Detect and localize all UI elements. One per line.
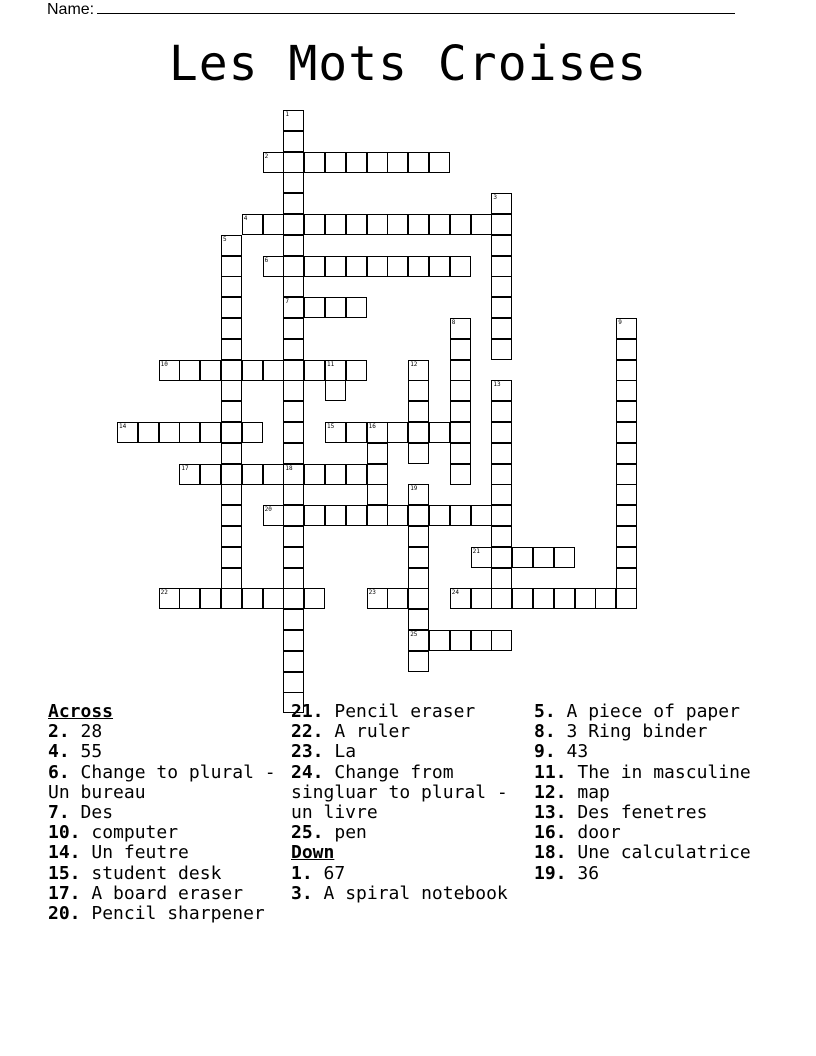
crossword-cell[interactable] <box>159 360 180 381</box>
across-clue: 17. A board eraser <box>48 882 244 904</box>
across-clue: 2. 28 <box>48 721 103 743</box>
crossword-cell[interactable] <box>283 360 304 381</box>
crossword-cell[interactable] <box>408 401 429 422</box>
crossword-cell[interactable] <box>263 152 284 173</box>
crossword-cell[interactable] <box>408 360 429 381</box>
cell-number: 6 <box>264 256 269 264</box>
crossword-cell[interactable] <box>616 360 637 381</box>
crossword-cell[interactable] <box>179 588 200 609</box>
crossword-cell[interactable] <box>283 214 304 235</box>
crossword-cell[interactable] <box>242 360 263 381</box>
crossword-cell[interactable] <box>179 422 200 443</box>
crossword-cell[interactable] <box>408 526 429 547</box>
crossword-cell[interactable] <box>429 256 450 277</box>
down-clue: 13. Des fenetres <box>534 802 708 824</box>
across-clue: 7. Des <box>48 802 114 824</box>
crossword-cell[interactable] <box>491 547 512 568</box>
crossword-cell[interactable] <box>283 651 304 672</box>
crossword-cell[interactable] <box>138 422 159 443</box>
crossword-cell[interactable] <box>387 588 408 609</box>
crossword-cell[interactable] <box>346 256 367 277</box>
crossword-cell[interactable] <box>283 547 304 568</box>
crossword-cell[interactable] <box>533 547 554 568</box>
across-clue: 23. La <box>291 741 357 763</box>
crossword-cell[interactable] <box>283 484 304 505</box>
down-clue: 16. door <box>534 822 621 844</box>
crossword-cell[interactable] <box>283 464 304 485</box>
crossword-cell[interactable] <box>616 547 637 568</box>
crossword-cell[interactable] <box>491 256 512 277</box>
crossword-cell[interactable] <box>221 588 242 609</box>
crossword-cell[interactable] <box>304 214 325 235</box>
down-clue: 18. Une calculatrice <box>534 842 751 864</box>
crossword-cell[interactable] <box>283 380 304 401</box>
crossword-cell[interactable] <box>304 256 325 277</box>
crossword-cell[interactable] <box>367 464 388 485</box>
crossword-cell[interactable] <box>304 360 325 381</box>
crossword-cell[interactable] <box>221 422 242 443</box>
crossword-cell[interactable] <box>304 505 325 526</box>
crossword-cell[interactable] <box>471 547 492 568</box>
crossword-cell[interactable] <box>533 588 554 609</box>
crossword-cell[interactable] <box>304 464 325 485</box>
crossword-cell[interactable] <box>283 110 304 131</box>
crossword-cell[interactable] <box>491 339 512 360</box>
crossword-cell[interactable] <box>616 318 637 339</box>
crossword-cell[interactable] <box>263 588 284 609</box>
crossword-cell[interactable] <box>283 131 304 152</box>
crossword-cell[interactable] <box>387 422 408 443</box>
crossword-cell[interactable] <box>346 214 367 235</box>
crossword-cell[interactable] <box>367 484 388 505</box>
crossword-cell[interactable] <box>221 526 242 547</box>
crossword-cell[interactable] <box>304 152 325 173</box>
cell-number: 10 <box>160 360 168 368</box>
crossword-cell[interactable] <box>325 422 346 443</box>
crossword-cell[interactable] <box>387 214 408 235</box>
crossword-cell[interactable] <box>491 193 512 214</box>
crossword-cell[interactable] <box>429 630 450 651</box>
crossword-cell[interactable] <box>387 152 408 173</box>
crossword-cell[interactable] <box>283 526 304 547</box>
crossword-cell[interactable] <box>263 505 284 526</box>
crossword-cell[interactable] <box>221 297 242 318</box>
crossword-cell[interactable] <box>450 214 471 235</box>
cell-number: 8 <box>451 319 456 326</box>
crossword-cell[interactable] <box>450 380 471 401</box>
crossword-cell[interactable] <box>491 380 512 401</box>
cell-number: 14 <box>119 423 127 430</box>
cell-number: 23 <box>368 589 376 597</box>
crossword-cell[interactable] <box>491 276 512 297</box>
crossword-cell[interactable] <box>491 588 512 609</box>
crossword-cell[interactable] <box>221 235 242 256</box>
crossword-cell[interactable] <box>491 297 512 318</box>
down-clue: 1. 67 <box>291 862 346 884</box>
crossword-cell[interactable] <box>408 152 429 173</box>
page-title: Les Mots Croises <box>168 36 648 92</box>
crossword-cell[interactable] <box>283 276 304 297</box>
crossword-cell[interactable] <box>221 568 242 589</box>
crossword-cell[interactable] <box>408 443 429 464</box>
cell-number: 20 <box>264 506 272 514</box>
crossword-cell[interactable] <box>408 547 429 568</box>
crossword-cell[interactable] <box>491 401 512 422</box>
crossword-cell[interactable] <box>450 464 471 485</box>
crossword-cell[interactable] <box>471 630 492 651</box>
crossword-cell[interactable] <box>346 152 367 173</box>
crossword-cell[interactable] <box>221 505 242 526</box>
across-clue: 6. Change to plural - Un bureau <box>48 761 276 803</box>
crossword-cell[interactable] <box>283 630 304 651</box>
crossword-cell[interactable] <box>450 630 471 651</box>
crossword-cell[interactable] <box>283 339 304 360</box>
crossword-cell[interactable] <box>221 464 242 485</box>
crossword-cell[interactable] <box>283 568 304 589</box>
cell-number: 19 <box>410 485 418 493</box>
across-clue: 22. A ruler <box>291 721 411 743</box>
crossword-cell[interactable] <box>408 630 429 651</box>
crossword-cell[interactable] <box>179 360 200 381</box>
crossword-cell[interactable] <box>346 422 367 443</box>
crossword-cell[interactable] <box>408 609 429 630</box>
crossword-cell[interactable] <box>575 588 596 609</box>
crossword-cell[interactable] <box>491 464 512 485</box>
across-clue: 21. Pencil eraser <box>291 701 476 722</box>
crossword-cell[interactable] <box>471 505 492 526</box>
crossword-cell[interactable] <box>221 276 242 297</box>
across-clue: 25. pen <box>291 822 367 844</box>
crossword-cell[interactable] <box>408 380 429 401</box>
across-heading: Across <box>48 701 114 722</box>
cell-number: 25 <box>410 631 418 638</box>
crossword-cell[interactable] <box>512 588 533 609</box>
across-clue: 20. Pencil sharpener <box>48 903 265 925</box>
crossword-cell[interactable] <box>200 360 221 381</box>
crossword-cell[interactable] <box>263 256 284 277</box>
cell-number: 5 <box>223 235 227 243</box>
crossword-cell[interactable] <box>616 588 637 609</box>
crossword-cell[interactable] <box>242 588 263 609</box>
crossword-cell[interactable] <box>200 422 221 443</box>
crossword-cell[interactable] <box>346 464 367 485</box>
crossword-cell[interactable] <box>367 422 388 443</box>
crossword-cell[interactable] <box>221 380 242 401</box>
cell-number: 2 <box>264 152 269 160</box>
crossword-cell[interactable] <box>263 360 284 381</box>
crossword-cell[interactable] <box>450 339 471 360</box>
crossword-cell[interactable] <box>450 401 471 422</box>
crossword-cell[interactable] <box>616 401 637 422</box>
crossword-cell[interactable] <box>554 547 575 568</box>
clues-column-2 <box>291 702 521 904</box>
across-clue: 10. computer <box>48 822 179 844</box>
crossword-cell[interactable] <box>491 214 512 235</box>
cell-number: 15 <box>327 423 335 430</box>
crossword-cell[interactable] <box>367 256 388 277</box>
cell-number: 16 <box>368 423 376 430</box>
crossword-cell[interactable] <box>450 360 471 381</box>
crossword-cell[interactable] <box>408 484 429 505</box>
crossword-cell[interactable] <box>283 401 304 422</box>
across-clue: 14. Un feutre <box>48 842 189 864</box>
crossword-cell[interactable] <box>429 152 450 173</box>
crossword-cell[interactable] <box>325 464 346 485</box>
crossword-cell[interactable] <box>595 588 616 609</box>
down-clue: 9. 43 <box>534 741 589 763</box>
cell-number: 13 <box>493 381 501 389</box>
crossword-cell[interactable] <box>491 484 512 505</box>
crossword-cell[interactable] <box>450 422 471 443</box>
across-clue: 24. Change from singluar to plural - un livre <box>291 761 508 824</box>
crossword-cell[interactable] <box>491 318 512 339</box>
crossword-cell[interactable] <box>450 256 471 277</box>
crossword-cell[interactable] <box>408 214 429 235</box>
crossword-cell[interactable] <box>159 422 180 443</box>
crossword-cell[interactable] <box>304 588 325 609</box>
crossword-cell[interactable] <box>450 443 471 464</box>
crossword-cell[interactable] <box>367 214 388 235</box>
clues-column-1 <box>48 702 278 924</box>
crossword-cell[interactable] <box>263 464 284 485</box>
down-clue: 5. A piece of paper <box>534 701 740 722</box>
crossword-cell[interactable] <box>491 422 512 443</box>
crossword-cell[interactable] <box>387 256 408 277</box>
crossword-cell[interactable] <box>325 505 346 526</box>
crossword-cell[interactable] <box>554 588 575 609</box>
down-clue: 19. 36 <box>534 862 600 884</box>
down-heading: Down <box>291 842 335 864</box>
crossword-cell[interactable] <box>283 672 304 693</box>
crossword-cell[interactable] <box>367 505 388 526</box>
crossword-cell[interactable] <box>616 443 637 464</box>
crossword-cell[interactable] <box>179 464 200 485</box>
crossword-cell[interactable] <box>408 505 429 526</box>
name-label: Name: <box>47 1 95 18</box>
crossword-cell[interactable] <box>616 505 637 526</box>
crossword-cell[interactable] <box>325 380 346 401</box>
cell-number: 7 <box>285 298 290 306</box>
crossword-cell[interactable] <box>283 256 304 277</box>
crossword-cell[interactable] <box>367 152 388 173</box>
crossword-cell[interactable] <box>283 193 304 214</box>
crossword-cell[interactable] <box>346 505 367 526</box>
crossword-cell[interactable] <box>491 443 512 464</box>
crossword-cell[interactable] <box>491 568 512 589</box>
crossword-cell[interactable] <box>491 235 512 256</box>
crossword-cell[interactable] <box>616 464 637 485</box>
crossword-cell[interactable] <box>408 651 429 672</box>
crossword-cell[interactable] <box>221 360 242 381</box>
crossword-cell[interactable] <box>221 547 242 568</box>
crossword-cell[interactable] <box>325 297 346 318</box>
crossword-cell[interactable] <box>263 214 284 235</box>
crossword-cell[interactable] <box>346 297 367 318</box>
crossword-cell[interactable] <box>616 568 637 589</box>
crossword-cell[interactable] <box>325 256 346 277</box>
crossword-cell[interactable] <box>408 588 429 609</box>
crossword-cell[interactable] <box>491 526 512 547</box>
crossword-cell[interactable] <box>304 297 325 318</box>
crossword-cell[interactable] <box>221 443 242 464</box>
crossword-cell[interactable] <box>491 630 512 651</box>
crossword-cell[interactable] <box>450 505 471 526</box>
crossword-cell[interactable] <box>159 588 180 609</box>
crossword-cell[interactable] <box>283 443 304 464</box>
crossword-cell[interactable] <box>283 318 304 339</box>
crossword-cell[interactable] <box>283 172 304 193</box>
crossword-cell[interactable] <box>471 588 492 609</box>
crossword-cell[interactable] <box>325 214 346 235</box>
crossword-cell[interactable] <box>283 422 304 443</box>
crossword-cell[interactable] <box>221 339 242 360</box>
across-clue: 15. student desk <box>48 862 222 884</box>
crossword-cell[interactable] <box>408 568 429 589</box>
crossword-cell[interactable] <box>512 547 533 568</box>
crossword-cell[interactable] <box>283 297 304 318</box>
crossword-cell[interactable] <box>471 214 492 235</box>
crossword-cell[interactable] <box>367 443 388 464</box>
cell-number: 18 <box>285 464 293 472</box>
crossword-cell[interactable] <box>408 256 429 277</box>
cell-number: 9 <box>618 319 622 326</box>
cell-number: 17 <box>181 464 189 472</box>
crossword-cell[interactable] <box>450 318 471 339</box>
cell-number: 4 <box>243 215 248 222</box>
cell-number: 11 <box>327 360 335 368</box>
crossword-cell[interactable] <box>429 214 450 235</box>
crossword-cell[interactable] <box>200 464 221 485</box>
cell-number: 21 <box>472 547 480 555</box>
crossword-cell[interactable] <box>616 484 637 505</box>
crossword-cell[interactable] <box>616 526 637 547</box>
crossword-cell[interactable] <box>283 235 304 256</box>
clues-column-3 <box>534 702 769 884</box>
cell-number: 22 <box>160 589 168 597</box>
crossword-cell[interactable] <box>283 152 304 173</box>
crossword-cell[interactable] <box>616 380 637 401</box>
crossword-cell[interactable] <box>616 339 637 360</box>
cell-number: 3 <box>493 194 498 202</box>
crossword-cell[interactable] <box>200 588 221 609</box>
cell-number: 12 <box>410 360 418 368</box>
crossword-cell[interactable] <box>283 609 304 630</box>
crossword-cell[interactable] <box>450 588 471 609</box>
crossword-cell[interactable] <box>221 318 242 339</box>
crossword-cell[interactable] <box>283 588 304 609</box>
crossword-cell[interactable] <box>367 588 388 609</box>
down-clue: 3. A spiral notebook <box>291 882 508 904</box>
crossword-cell[interactable] <box>429 505 450 526</box>
crossword-cell[interactable] <box>616 422 637 443</box>
cell-number: 24 <box>451 589 460 597</box>
crossword-cell[interactable] <box>491 505 512 526</box>
cell-number: 1 <box>285 111 290 118</box>
crossword-cell[interactable] <box>283 505 304 526</box>
crossword-cell[interactable] <box>325 360 346 381</box>
crossword-cell[interactable] <box>429 422 450 443</box>
crossword-cell[interactable] <box>117 422 138 443</box>
crossword-cell[interactable] <box>221 484 242 505</box>
across-clue: 4. 55 <box>48 741 103 763</box>
crossword-cell[interactable] <box>408 422 429 443</box>
crossword-cell[interactable] <box>242 464 263 485</box>
crossword-cell[interactable] <box>221 401 242 422</box>
crossword-cell[interactable] <box>387 505 408 526</box>
down-clue: 8. 3 Ring binder <box>534 721 708 743</box>
down-clue: 12. map <box>534 781 610 803</box>
crossword-cell[interactable] <box>346 360 367 381</box>
crossword-cell[interactable] <box>221 256 242 277</box>
crossword-cell[interactable] <box>242 422 263 443</box>
crossword-cell[interactable] <box>242 214 263 235</box>
crossword-cell[interactable] <box>325 152 346 173</box>
down-clue: 11. The in masculine <box>534 761 751 783</box>
